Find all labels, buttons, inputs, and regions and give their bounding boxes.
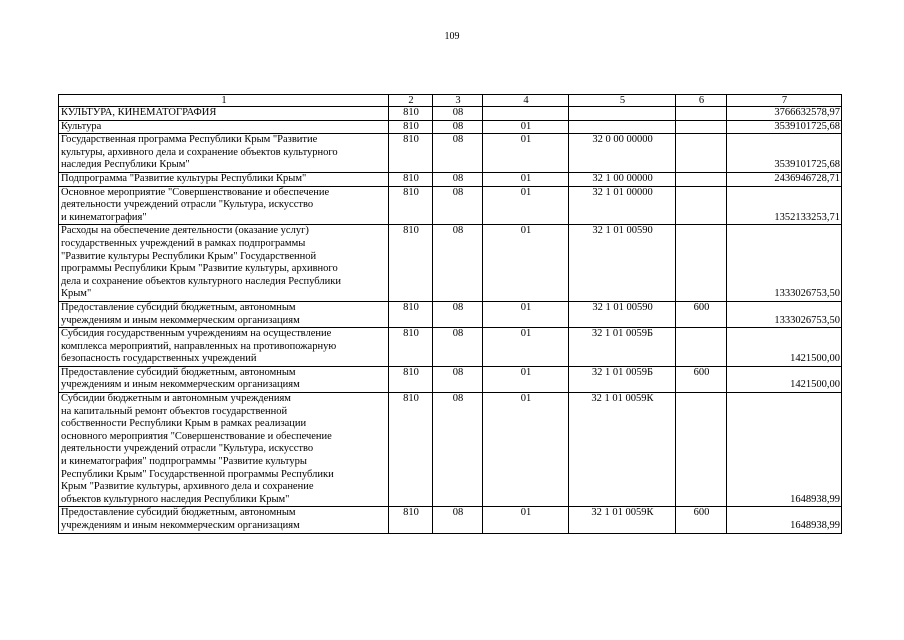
row-name-line: культуры, архивного дела и сохранение объектов культурного xyxy=(61,146,338,158)
row-name xyxy=(59,301,389,327)
row-name-line: деятельности учреждений отрасли "Культура, искусство xyxy=(61,199,314,211)
row-amount: 1333026753,50 xyxy=(727,225,842,302)
row-amount: 1421500,00 xyxy=(727,328,842,367)
budget-table-body xyxy=(59,95,842,534)
row-name-line: Подпрограмма "Развитие культуры Республики Крым" xyxy=(61,172,307,184)
row-target-article: 32 1 01 0059К xyxy=(569,393,676,507)
row-name xyxy=(59,393,389,507)
table-row xyxy=(59,186,842,225)
row-name xyxy=(59,172,389,186)
row-name-line: "Развитие культуры Республики Крым" Государственной xyxy=(61,250,317,262)
row-target-article: 32 1 01 0059Б xyxy=(569,366,676,392)
table-header-row xyxy=(59,95,842,107)
row-name-line: государственных учреждений в рамках подпрограммы xyxy=(61,237,306,249)
row-name-line: комплекса мероприятий, направленных на противопожарную xyxy=(61,340,337,352)
row-name-line: Государственная программа Республики Крым "Развитие xyxy=(61,134,318,146)
row-name-line: Расходы на обеспечение деятельности (оказание услуг) xyxy=(61,225,309,237)
row-amount: 3766632578,97 xyxy=(727,107,842,121)
row-name-line: учреждениям и иным некоммерческим организациям xyxy=(61,379,300,391)
row-name-line: КУЛЬТУРА, КИНЕМАТОГРАФИЯ xyxy=(61,107,217,118)
row-target-article: 32 1 01 0059Б xyxy=(569,328,676,367)
row-name xyxy=(59,225,389,302)
row-section-code: 08 xyxy=(433,225,483,302)
row-target-article xyxy=(569,120,676,134)
budget-table xyxy=(58,94,842,534)
row-subsection-code: 01 xyxy=(483,366,569,392)
row-section-code: 08 xyxy=(433,301,483,327)
row-amount: 3539101725,68 xyxy=(727,120,842,134)
row-subsection-code: 01 xyxy=(483,172,569,186)
row-amount: 3539101725,68 xyxy=(727,134,842,173)
row-expense-type xyxy=(676,225,727,302)
row-ministry-code: 810 xyxy=(389,120,433,134)
row-target-article: 32 0 00 00000 xyxy=(569,134,676,173)
row-subsection-code: 01 xyxy=(483,186,569,225)
row-target-article: 32 1 01 00590 xyxy=(569,301,676,327)
row-amount: 2436946728,71 xyxy=(727,172,842,186)
row-name-line: на капитальный ремонт объектов государственной xyxy=(61,405,288,417)
row-name xyxy=(59,186,389,225)
page-number: 109 xyxy=(444,31,460,42)
row-name xyxy=(59,134,389,173)
table-row xyxy=(59,225,842,302)
row-name-line: безопасность государственных учреждений xyxy=(61,353,257,365)
row-section-code: 08 xyxy=(433,134,483,173)
table-row xyxy=(59,507,842,533)
row-expense-type xyxy=(676,120,727,134)
row-subsection-code: 01 xyxy=(483,507,569,533)
row-name-line: программы Республики Крым "Развитие культуры, архивного xyxy=(61,263,338,275)
row-section-code: 08 xyxy=(433,120,483,134)
row-name-line: Предоставление субсидий бюджетным, автономным xyxy=(61,507,296,519)
table-row xyxy=(59,172,842,186)
row-subsection-code xyxy=(483,107,569,121)
row-subsection-code: 01 xyxy=(483,328,569,367)
row-ministry-code: 810 xyxy=(389,366,433,392)
table-row xyxy=(59,134,842,173)
row-section-code: 08 xyxy=(433,172,483,186)
row-name-line: Республики Крым" Государственной программы Республики xyxy=(61,468,334,480)
row-expense-type xyxy=(676,393,727,507)
table-row xyxy=(59,107,842,121)
row-target-article: 32 1 01 00000 xyxy=(569,186,676,225)
row-subsection-code: 01 xyxy=(483,393,569,507)
header-cell-amount: 7 xyxy=(727,95,842,107)
header-cell-target-article: 5 xyxy=(569,95,676,107)
table-row xyxy=(59,393,842,507)
row-amount: 1333026753,50 xyxy=(727,301,842,327)
header-cell-section: 3 xyxy=(433,95,483,107)
row-ministry-code: 810 xyxy=(389,328,433,367)
row-ministry-code: 810 xyxy=(389,301,433,327)
row-ministry-code: 810 xyxy=(389,186,433,225)
row-name-line: наследия Республики Крым" xyxy=(61,159,190,171)
row-expense-type: 600 xyxy=(676,366,727,392)
row-section-code: 08 xyxy=(433,366,483,392)
row-target-article: 32 1 01 00590 xyxy=(569,225,676,302)
row-expense-type xyxy=(676,328,727,367)
row-name-line: Субсидии бюджетным и автономным учреждениям xyxy=(61,393,291,405)
row-name-line: Основное мероприятие "Совершенствование и обеспечение xyxy=(61,186,330,198)
row-name xyxy=(59,507,389,533)
row-ministry-code: 810 xyxy=(389,172,433,186)
row-subsection-code: 01 xyxy=(483,225,569,302)
row-section-code: 08 xyxy=(433,328,483,367)
row-name-line: Культура xyxy=(61,120,102,132)
row-section-code: 08 xyxy=(433,507,483,533)
row-expense-type xyxy=(676,107,727,121)
row-expense-type xyxy=(676,172,727,186)
row-section-code: 08 xyxy=(433,107,483,121)
row-name xyxy=(59,107,389,121)
row-name-line: Субсидия государственным учреждениям на осуществление xyxy=(61,328,332,340)
row-amount: 1648938,99 xyxy=(727,507,842,533)
table-row xyxy=(59,301,842,327)
row-name-line: Крым" xyxy=(61,288,92,300)
row-name-line: деятельности учреждений отрасли "Культура, искусство xyxy=(61,443,314,455)
row-ministry-code: 810 xyxy=(389,134,433,173)
row-name xyxy=(59,328,389,367)
row-name-line: дела и сохранение объектов культурного наследия Республики xyxy=(61,275,341,287)
row-amount: 1648938,99 xyxy=(727,393,842,507)
row-name-line: Предоставление субсидий бюджетным, автономным xyxy=(61,366,296,378)
row-expense-type xyxy=(676,134,727,173)
header-cell-ministry: 2 xyxy=(389,95,433,107)
row-name-line: основного мероприятия "Совершенствование и обеспечение xyxy=(61,430,332,442)
row-subsection-code: 01 xyxy=(483,134,569,173)
row-subsection-code: 01 xyxy=(483,301,569,327)
row-subsection-code: 01 xyxy=(483,120,569,134)
table-row xyxy=(59,328,842,367)
table-row xyxy=(59,120,842,134)
row-ministry-code: 810 xyxy=(389,393,433,507)
header-cell-name: 1 xyxy=(59,95,389,107)
row-target-article: 32 1 00 00000 xyxy=(569,172,676,186)
row-name-line: объектов культурного наследия Республики Крым" xyxy=(61,493,290,505)
row-expense-type: 600 xyxy=(676,507,727,533)
row-name-line: Крым "Развитие культуры, архивного дела и сохранение xyxy=(61,481,314,493)
row-name-line: учреждениям и иным некоммерческим организациям xyxy=(61,520,300,531)
row-amount: 1352133253,71 xyxy=(727,186,842,225)
row-name xyxy=(59,120,389,134)
row-ministry-code: 810 xyxy=(389,107,433,121)
row-ministry-code: 810 xyxy=(389,507,433,533)
row-section-code: 08 xyxy=(433,393,483,507)
row-expense-type: 600 xyxy=(676,301,727,327)
header-cell-expense-type: 6 xyxy=(676,95,727,107)
row-section-code: 08 xyxy=(433,186,483,225)
row-name-line: собственности Республики Крым в рамках реализации xyxy=(61,418,307,430)
row-ministry-code: 810 xyxy=(389,225,433,302)
row-name-line: и кинематография" подпрограммы "Развитие культуры xyxy=(61,456,307,468)
header-cell-subsection: 4 xyxy=(483,95,569,107)
row-amount: 1421500,00 xyxy=(727,366,842,392)
row-target-article: 32 1 01 0059К xyxy=(569,507,676,533)
row-name-line: Предоставление субсидий бюджетным, автономным xyxy=(61,301,296,313)
row-name xyxy=(59,366,389,392)
table-row xyxy=(59,366,842,392)
row-name-line: учреждениям и иным некоммерческим организациям xyxy=(61,314,300,326)
row-target-article xyxy=(569,107,676,121)
row-name-line: и кинематография" xyxy=(61,211,147,223)
row-expense-type xyxy=(676,186,727,225)
